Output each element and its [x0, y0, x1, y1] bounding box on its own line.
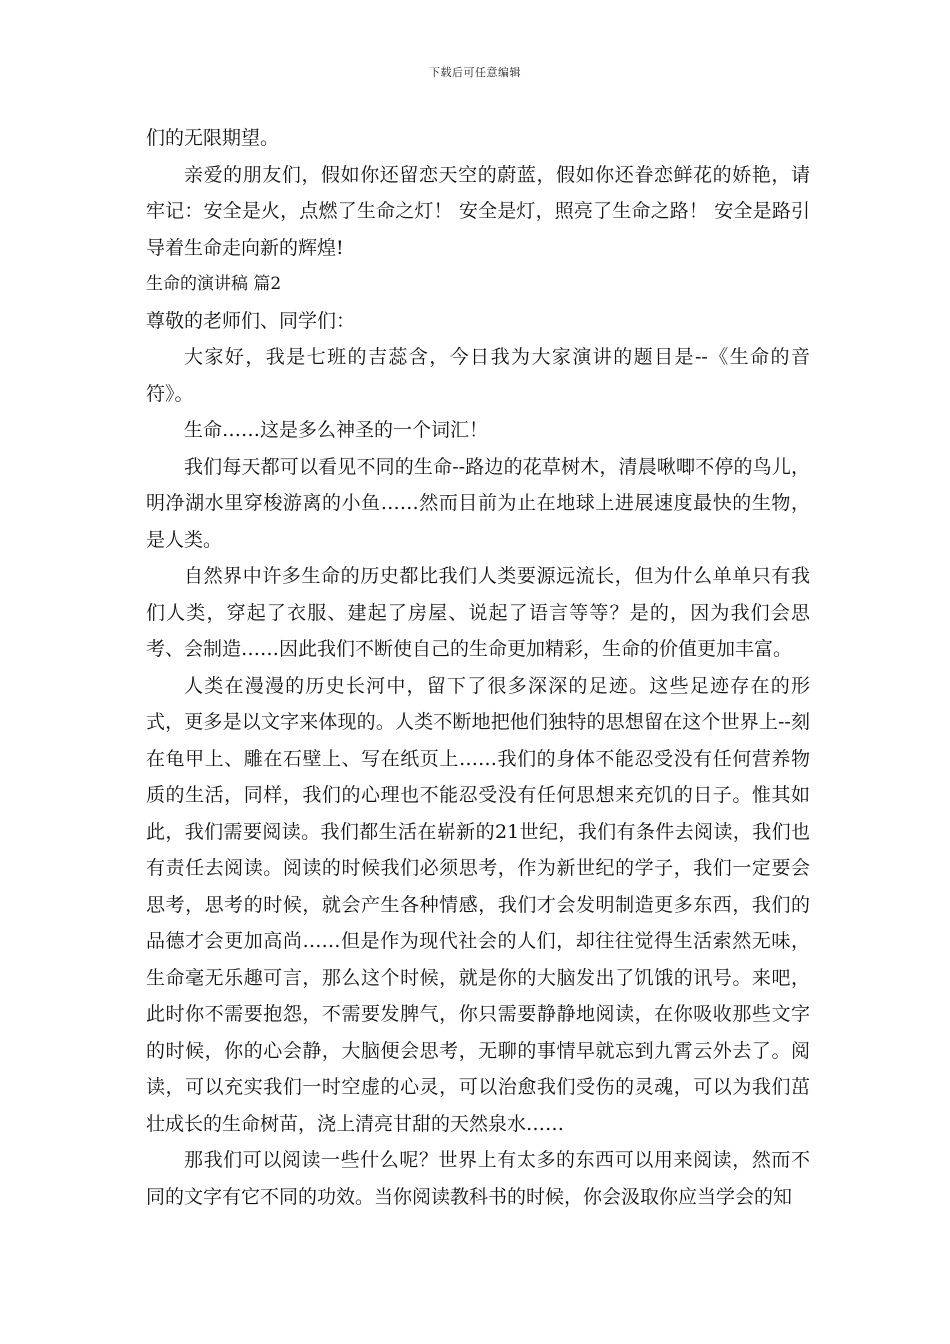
paragraph-reading: 人类在漫漫的历史长河中，留下了很多深深的足迹。这些足迹存在的形式，更多是以文字来体现的。人类不断地把他们独特的思想留在这个世界上--刻在龟甲上、雕在石壁上、写在纸页上……我们的身体不能忍受没有任何营养物质的生活，同样，我们的心理也不能忍受没有任何思想来充饥的日子。惟其如此，我们需要阅读。我们都生活在崭新的21世纪，我们有条件去阅读，我们也有责任去阅读。阅读的时候我们必须思考，作为新世纪的学子，我们一定要会思考，思考的时候，就会产生各种情感，我们才会发明制造更多东西，我们的品德才会更加高尚……但是作为现代社会的人们，却往往觉得生活索然无味，生命毫无乐趣可言，那么这个时候，就是你的大脑发出了饥饿的讯号。来吧，此时你不需要抱怨，不需要发脾气，你只需要静静地阅读，在你吸收那些文字的时候，你的心会静，大脑便会思考，无聊的事情早就忘到九霄云外去了。阅读，可以充实我们一时空虚的心灵，可以治愈我们受伤的灵魂，可以为我们茁壮成长的生命树苗，浇上清亮甘甜的天然泉水……: [146, 674, 810, 1135]
page-header-note: 下载后可任意编辑: [429, 66, 521, 79]
paragraph-greeting: 大家好，我是七班的吉蕊含，今日我为大家演讲的题目是--《生命的音符》。: [146, 346, 810, 405]
salutation: 尊敬的老师们、同学们：: [146, 309, 356, 332]
paragraph-humans-think: 自然界中许多生命的历史都比我们人类要源远流长，但为什么单单只有我们人类，穿起了衣服、建起了房屋、说起了语言等等？是的，因为我们会思考、会制造……因此我们不断使自己的生命更加精彩，生命的价值更加丰富。: [146, 565, 810, 660]
paragraph-life-forms: 我们每天都可以看见不同的生命--路边的花草树木，清晨啾唧不停的鸟儿，明净湖水里穿梭游离的小鱼……然而目前为止在地球上进展速度最快的生物，是人类。: [146, 455, 810, 551]
paragraph-safety-closing: 亲爱的朋友们，假如你还留恋天空的蔚蓝，假如你还眷恋鲜花的娇艳，请牢记：安全是火，点燃了生命之灯！ 安全是灯，照亮了生命之路！ 安全是路引导着生命走向新的辉煌!: [146, 163, 810, 259]
paragraph-what-to-read: 那我们可以阅读一些什么呢？世界上有太多的东西可以用来阅读，然而不同的文字有它不同的功效。当你阅读教科书的时候，你会汲取你应当学会的知: [146, 1149, 810, 1208]
document-body: [146, 120, 810, 1215]
section-title: 生命的演讲稿 篇2: [146, 274, 282, 294]
paragraph-continuation: 们的无限期望。: [146, 127, 280, 149]
paragraph-exclamation: 生命……这是多么神圣的一个词汇！: [184, 419, 489, 441]
